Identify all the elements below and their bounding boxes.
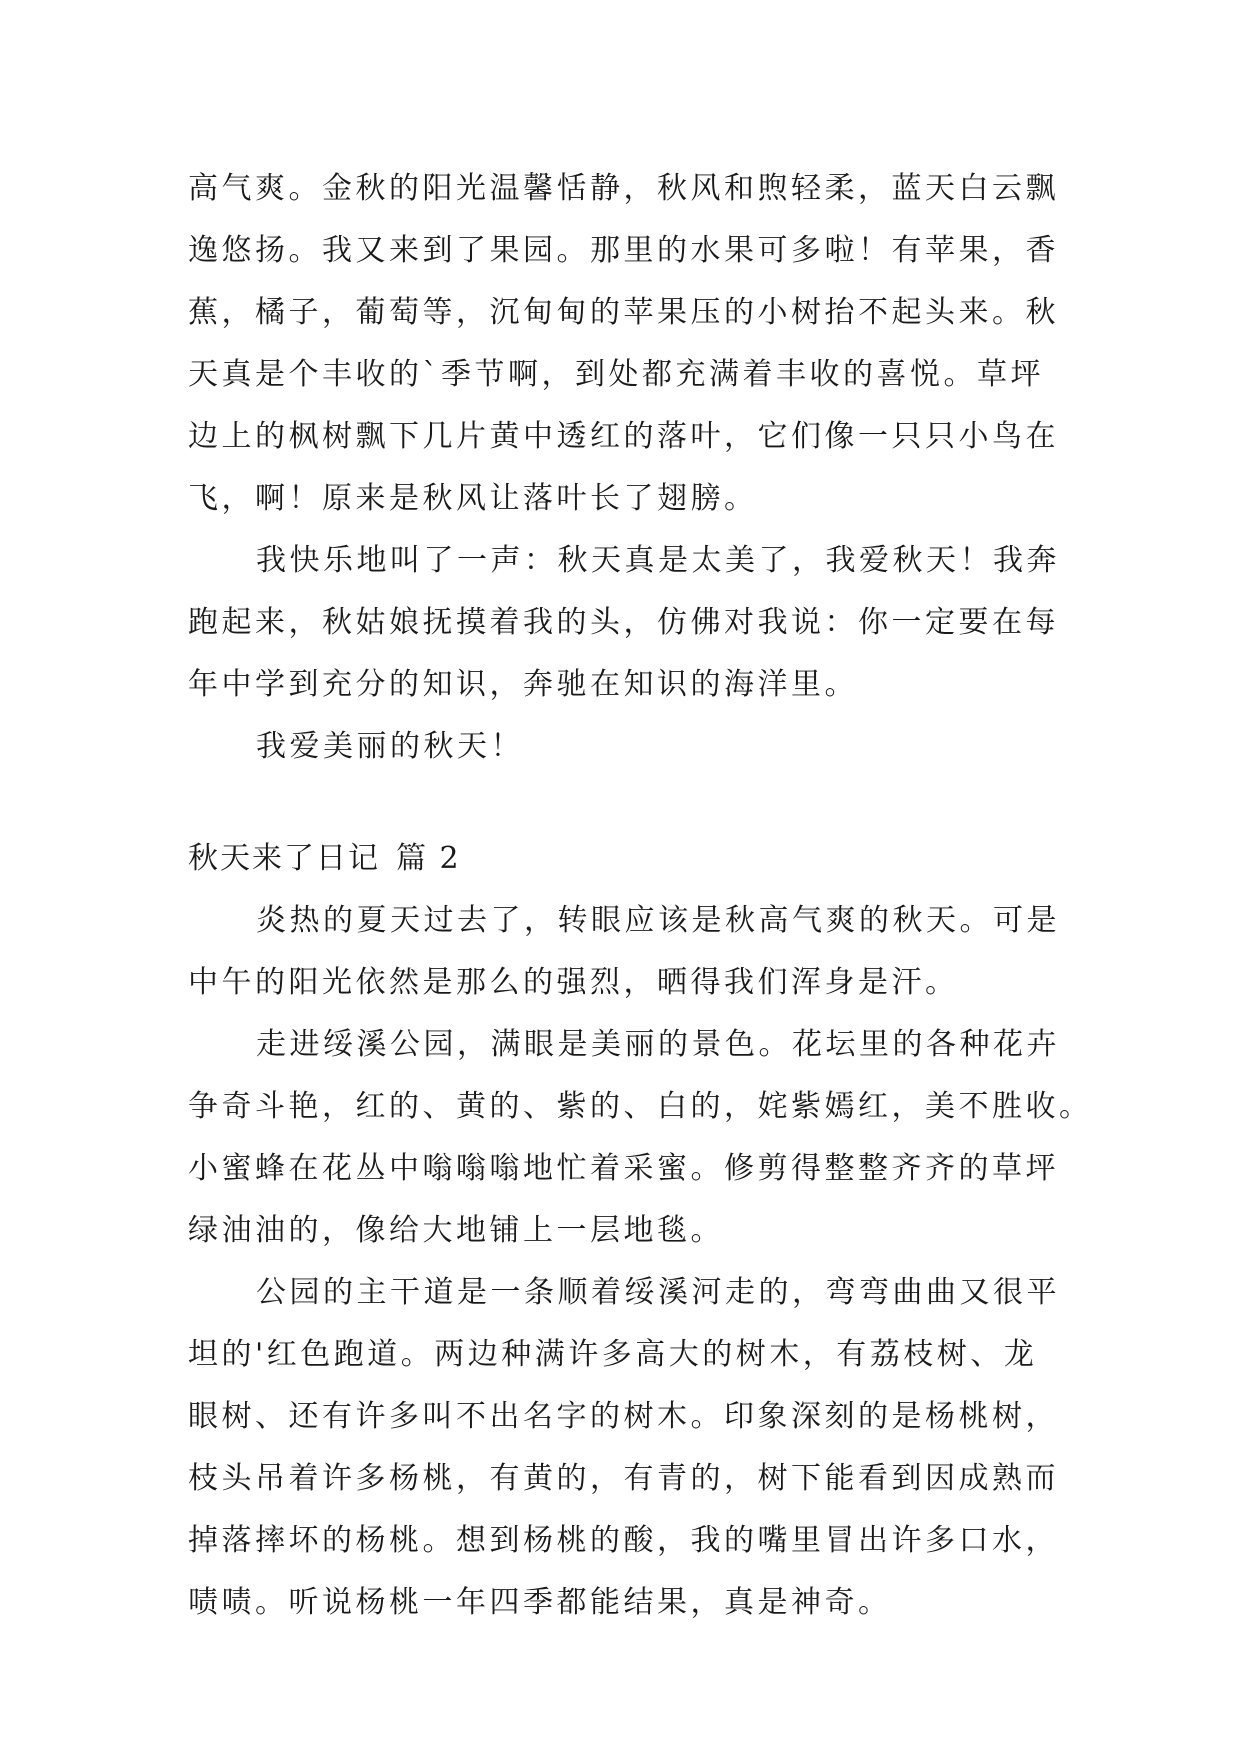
text-line: 年中学到充分的知识，奔驰在知识的海洋里。	[188, 667, 858, 702]
heading-number: 篇 2	[396, 841, 461, 876]
text-line: 飞，啊！原来是秋风让落叶长了翅膀。	[188, 481, 758, 516]
text-line: 绿油油的，像给大地铺上一层地毯。	[188, 1213, 724, 1248]
paragraph-main-road	[188, 1262, 1058, 1634]
text-line: 枝头吊着许多杨桃，有黄的，有青的，树下能看到因成熟而	[188, 1461, 1059, 1496]
text-line: 小蜜蜂在花丛中嗡嗡嗡地忙着采蜜。修剪得整整齐齐的草坪	[188, 1151, 1059, 1186]
text-line: 中午的阳光依然是那么的强烈，晒得我们浑身是汗。	[188, 965, 959, 1000]
text-line: 高气爽。金秋的阳光温馨恬静，秋风和煦轻柔，蓝天白云飘	[188, 171, 1059, 206]
text-line: 我快乐地叫了一声：秋天真是太美了，我爱秋天！我奔	[256, 543, 1060, 578]
document-body	[188, 158, 1093, 1634]
text-line: 我爱美丽的秋天！	[256, 729, 524, 764]
paragraph-summer-passed	[188, 890, 1058, 1014]
text-line: 边上的枫树飘下几片黄中透红的落叶，它们像一只只小鸟在	[188, 419, 1059, 454]
heading-title: 秋天来了日记	[188, 841, 380, 876]
text-line: 跑起来，秋姑娘抚摸着我的头，仿佛对我说：你一定要在每	[188, 605, 1059, 640]
text-line: 坦的'红色跑道。两边种满许多高大的树木，有荔枝树、龙	[188, 1337, 1038, 1372]
text-line: 炎热的夏天过去了，转眼应该是秋高气爽的秋天。可是	[256, 903, 1060, 938]
section-heading	[188, 828, 1058, 890]
text-line: 啧啧。听说杨桃一年四季都能结果，真是神奇。	[188, 1585, 892, 1620]
paragraph-autumn-orchard	[188, 158, 1058, 530]
paragraph-park-scenery	[188, 1014, 1093, 1262]
paragraph-closing	[188, 716, 1058, 778]
text-line: 争奇斗艳，红的、黄的、紫的、白的，姹紫嫣红，美不胜收。	[188, 1089, 1093, 1124]
text-line: 掉落摔坏的杨桃。想到杨桃的酸，我的嘴里冒出许多口水，	[188, 1523, 1059, 1558]
text-line: 公园的主干道是一条顺着绥溪河走的，弯弯曲曲又很平	[256, 1275, 1060, 1310]
paragraph-love-autumn	[188, 530, 1058, 716]
text-line: 走进绥溪公园，满眼是美丽的景色。花坛里的各种花卉	[256, 1027, 1060, 1062]
text-line: 逸悠扬。我又来到了果园。那里的水果可多啦！有苹果，香	[188, 233, 1059, 268]
text-line: 眼树、还有许多叫不出名字的树木。印象深刻的是杨桃树，	[188, 1399, 1059, 1434]
text-line: 天真是个丰收的`季节啊，到处都充满着丰收的喜悦。草坪	[188, 357, 1044, 392]
text-line: 蕉，橘子，葡萄等，沉甸甸的苹果压的小树抬不起头来。秋	[188, 295, 1059, 330]
